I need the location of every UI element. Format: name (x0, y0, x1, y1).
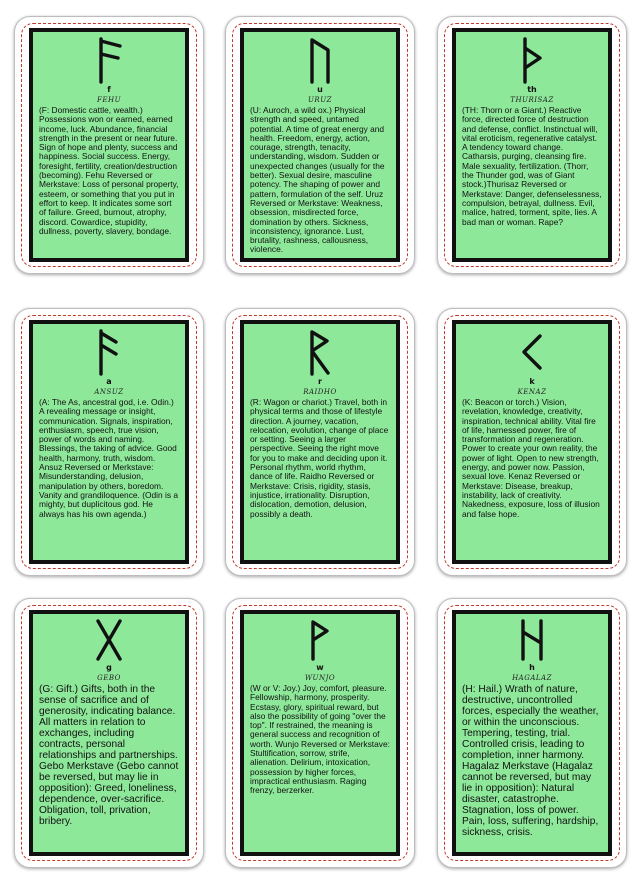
rune-card-thurisaz (437, 16, 627, 274)
rune-description: (G: Gift.) Gifts, both in the sense of sacrifice and of generosity, indicating balance. All matters in relation to exchanges, including contracts, personal relationships and partnerships. Gebo Merkstave (Gebo cannot be reversed, but may lie in opposition): Greed, loneliness, dependence, over-sacrifice. Obligation, toll, privation, bribery. (39, 684, 179, 827)
hagalaz-rune-icon (515, 618, 549, 662)
rune-name: WUNJO (304, 674, 336, 682)
rune-name: RAIDHO (303, 388, 337, 396)
card-face (29, 610, 189, 856)
fehu-rune-icon (92, 36, 126, 84)
rune-card-fehu (14, 16, 204, 274)
rune-name: FEHU (97, 96, 121, 104)
rune-description: (W or V: Joy.) Joy, comfort, pleasure. Fellowship, harmony, prosperity. Ecstasy, glory, spiritual reward, but also the possibility of going "over the top". If restrained, the meaning is general success and recognition of worth. Wunjo Reversed or Merkstave: Stultification, sorrow, strife, alienation. Delirium, intoxication, possession by higher forces, impractical enthusiasm. Raging frenzy, berzerker. (250, 683, 390, 796)
card-face (452, 610, 612, 856)
wunjo-rune-icon (303, 618, 337, 662)
rune-description: (K: Beacon or torch.) Vision, revelation, knowledge, creativity, inspiration, technical ability. Vital fire of life, harnessed power, fire of transformation and regeneration. Power to create your own reality, the power of light. Open to new strength, energy, and power now. Passion, sexual love. Kenaz Reversed or Merkstave: Disease, breakup, instability, lack of creativity. Nakedness, exposure, loss of illusion and false hope. (462, 397, 600, 519)
ansuz-rune-icon (92, 328, 126, 376)
rune-letter: th (527, 85, 537, 94)
kenaz-rune-icon (515, 328, 549, 376)
rune-description: (U: Auroch, a wild ox.) Physical strength and speed, untamed potential. A time of great energy and health. Freedom, energy, action, courage, strength, tenacity, understanding, wisdom. Sudden or unexpected changes (usually for the better). Sexual desire, masculine potency. The shaping of power and pattern, formulation of the self. Uruz Reversed or Merkstave: Weakness, obsession, misdirected force, domination by others. Sickness, inconsistency, ignorance. Lust, brutality, rashness, callousness, violence. (250, 105, 385, 255)
rune-name: ANSUZ (94, 388, 124, 396)
rune-letter: w (316, 663, 324, 672)
rune-name: URUZ (308, 96, 332, 104)
rune-description: (A: The As, ancestral god, i.e. Odin.) A revealing message or insight, communication. Signals, inspiration, enthusiasm, speech, true vision, power of words and naming. Blessings, the taking of advice. Good health, harmony, truth, wisdom. Ansuz Reversed or Merkstave: Misunderstanding, delusion, manipulation by others, boredom. Vanity and grandiloquence. (Odin is a mighty, but duplicitous god. He always has his own agenda.) (39, 397, 179, 519)
rune-name: KENAZ (517, 388, 547, 396)
rune-letter: h (529, 663, 535, 672)
rune-card-uruz (225, 16, 415, 274)
rune-description: (H: Hail.) Wrath of nature, destructive, uncontrolled forces, especially the weather, or within the unconscious. Tempering, testing, trial. Controlled crisis, leading to completion, inner harmony. Hagalaz Merkstave (Hagalaz cannot be reversed, but may lie in opposition): Natural disaster, catastrophe. Stagnation, loss of power. Pain, loss, suffering, hardship, sickness, crisis. (462, 684, 599, 838)
raidho-rune-icon (303, 328, 337, 376)
rune-letter: r (318, 377, 322, 386)
gebo-rune-icon (92, 618, 126, 662)
rune-card-hagalaz (437, 598, 627, 868)
rune-description: (F: Domestic cattle, wealth.) Possessions won or earned, earned income, luck. Abundance, financial strength in the present or near future. Sign of hope and plenty, success and happiness. Social success. Energy, foresight, fertility, creation/destruction (becoming). Fehu Reversed or Merkstave: Loss of personal property, esteem, or something that you put in effort to keep. It indicates some sort of failure. Greed, burnout, atrophy, discord. Cowardice, stupidity, dullness, poverty, slavery, bondage. (39, 105, 179, 236)
card-face (240, 28, 400, 262)
rune-letter: f (107, 85, 111, 94)
rune-card-kenaz (437, 308, 627, 576)
card-face (29, 28, 189, 262)
rune-letter: g (106, 663, 112, 672)
rune-letter: u (317, 85, 323, 94)
rune-description: (R: Wagon or chariot.) Travel, both in physical terms and those of lifestyle direction. A journey, vacation, relocation, evolution, change of place or setting. Seeing a larger perspective. Seeing the right move for you to make and deciding upon it. Personal rhythm, world rhythm, dance of life. Raidho Reversed or Merkstave: Crisis, rigidity, stasis, injustice, irrationality. Disruption, dislocation, demotion, delusion, possibly a death. (250, 397, 389, 519)
rune-description: (TH: Thorn or a Giant.) Reactive force, directed force of destruction and defense, conflict. Instinctual will, vital eroticism, regenerative catalyst. A tendency toward change. Catharsis, purging, cleansing fire. Male sexuality, fertilization. (Thorr, the Thunder god, was of Giant stock.)Thurisaz Reversed or Merkstave: Danger, defenselessness, compulsion, betrayal, dullness. Evil, malice, hatred, torment, spite, lies. A bad man or woman. Rape? (462, 105, 602, 227)
uruz-rune-icon (303, 36, 337, 84)
rune-letter: a (106, 377, 112, 386)
card-face (452, 28, 612, 262)
rune-name: HAGALAZ (512, 674, 552, 682)
card-face (29, 320, 189, 564)
card-face (452, 320, 612, 564)
rune-card-ansuz (14, 308, 204, 576)
rune-card-wunjo (225, 598, 415, 868)
rune-name: GEBO (97, 674, 121, 682)
thurisaz-rune-icon (515, 36, 549, 84)
rune-card-raidho (225, 308, 415, 576)
card-face (240, 610, 400, 856)
rune-card-gebo (14, 598, 204, 868)
rune-name: THURISAZ (510, 96, 554, 104)
rune-letter: k (529, 377, 535, 386)
card-face (240, 320, 400, 564)
